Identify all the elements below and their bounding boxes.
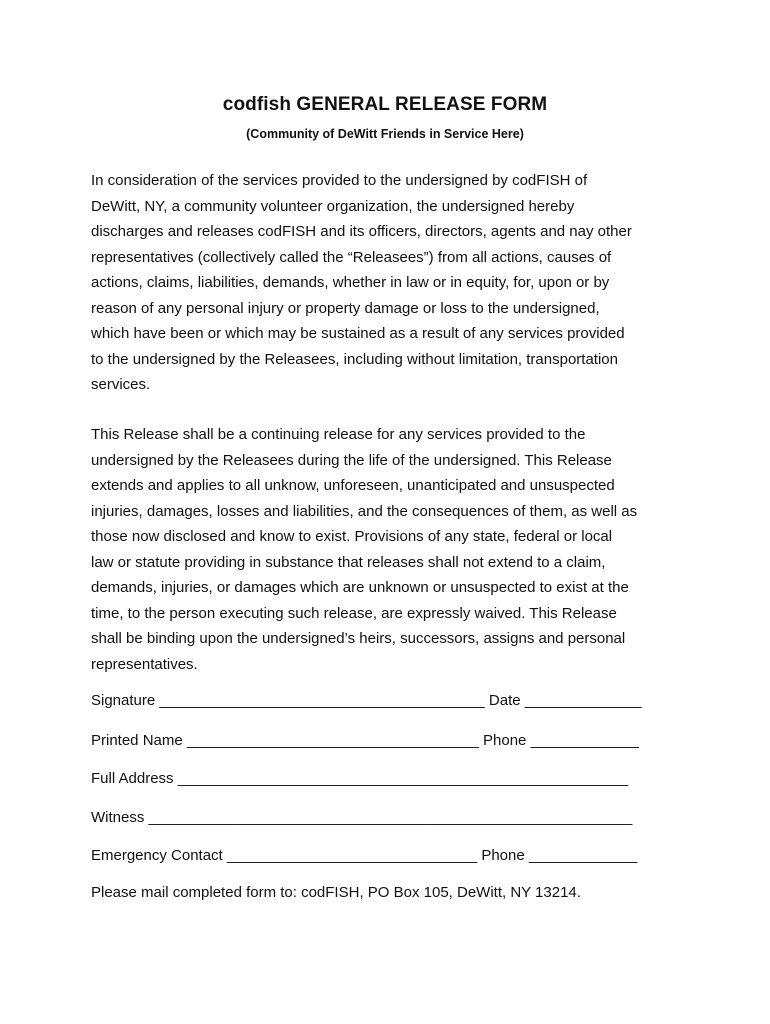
paragraph-line: actions, claims, liabilities, demands, whether in law or in equity, for, upon or by [91,274,610,291]
mail-instructions: Please mail completed form to: codFISH, PO Box 105, DeWitt, NY 13214. [91,884,581,901]
paragraph-line: undersigned by the Releasees during the life of the undersigned. This Release [91,451,612,469]
paragraph-line: discharges and releases codFISH and its officers, directors, agents and nay other [91,223,632,240]
paragraph-line: time, to the person executing such release, are expressly waived. This Release [91,604,617,622]
paragraph-line: to the undersigned by the Releasees, including without limitation, transportation [91,350,618,368]
paragraph-line: injuries, damages, losses and liabilities, and the consequences of them, as well as [91,502,638,520]
form-title: codfish GENERAL RELEASE FORM [222,94,548,115]
printed-name-phone-field[interactable]: Printed Name ___________________________________ Phone _____________ [91,732,640,749]
paragraph-line: shall be binding upon the undersigned’s heirs, successors, assigns and personal [91,630,626,647]
paragraph-line: law or statute providing in substance that releases shall not extend to a claim, [91,553,606,571]
full-address-field[interactable]: Full Address ______________________________________________________ [91,770,629,787]
paragraph-line: In consideration of the services provided to the undersigned by codFISH of [91,172,588,189]
paragraph-line: demands, injuries, or damages which are unknown or unsuspected to exist at the [91,579,629,596]
signature-date-field[interactable]: Signature _______________________________________ Date ______________ [91,692,642,709]
paragraph-line: reason of any personal injury or property damage or loss to the undersigned, [91,299,600,317]
consideration-paragraph [91,168,681,398]
witness-field[interactable]: Witness __________________________________________________________ [91,809,633,826]
paragraph-line: representatives. [91,655,198,673]
paragraph-line: extends and applies to all unknow, unforeseen, unanticipated and unsuspected [91,477,615,494]
paragraph-line: DeWitt, NY, a community volunteer organization, the undersigned hereby [91,197,575,215]
paragraph-line: which have been or which may be sustained as a result of any services provided [91,325,625,342]
form-subtitle: (Community of DeWitt Friends in Service Here) [246,127,524,141]
paragraph-line: those now disclosed and know to exist. Provisions of any state, federal or local [91,528,613,545]
paragraph-line: representatives (collectively called the “Releasees”) from all actions, causes of [91,248,612,266]
paragraph-line: services. [91,376,151,393]
continuing-release-paragraph [91,422,681,677]
emergency-contact-phone-field[interactable]: Emergency Contact ______________________________ Phone _____________ [91,847,638,864]
paragraph-line: This Release shall be a continuing release for any services provided to the [91,426,586,443]
